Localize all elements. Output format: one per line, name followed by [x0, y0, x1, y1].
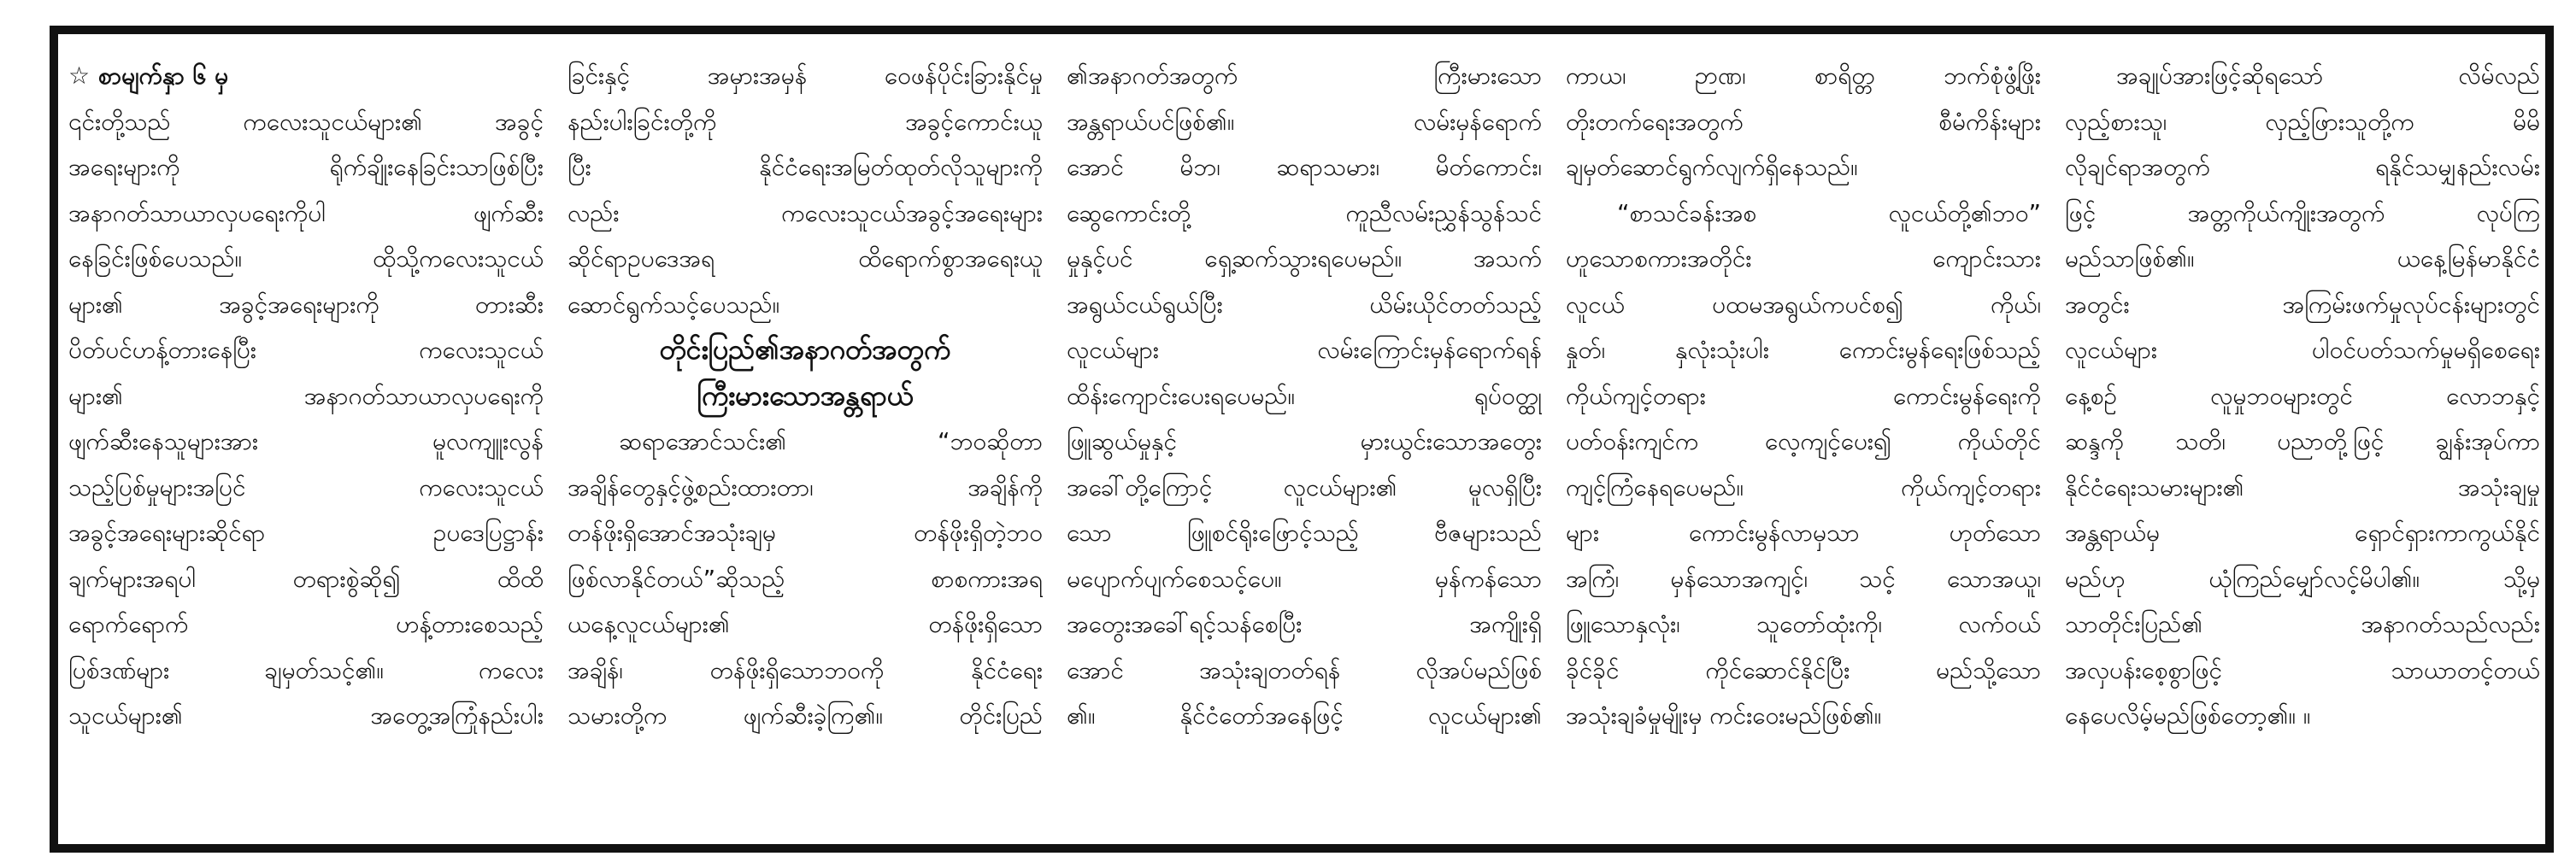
- text-line: အနာဂတ်သာယာလှပရေးကိုပါ ဖျက်ဆီး: [68, 198, 544, 227]
- text-line: အချိန်၊ တန်ဖိုးရှိသောဘဝကို နိုင်ငံရေး: [568, 655, 1043, 684]
- text-line: တိုးတက်ရေးအတွက် စီမံကိန်းများ: [1566, 107, 2041, 136]
- text-line: ဖြူသောနှလုံး၊ သူတော်ထုံးကို၊ လက်ဝယ်: [1566, 610, 2041, 638]
- text-column-2: [568, 53, 1043, 839]
- text-line: ခိုင်ခိုင် ကိုင်ဆောင်နိုင်ပြီး မည်သို့သော: [1566, 655, 2041, 684]
- text-line: ရောက်ရောက် ဟန့်တားစေသည့်: [68, 610, 544, 638]
- text-line: နေခြင်းဖြစ်ပေသည်။ ထိုသို့ကလေးသူငယ်: [68, 244, 544, 273]
- text-line: မည်ဟု ယုံကြည်မျှော်လင့်မိပါ၏။ သို့မှ: [2065, 564, 2540, 593]
- text-line: လူငယ် ပထမအရွယ်ကပင်စ၍ ကိုယ်၊: [1566, 290, 2041, 319]
- text-column-4: [1566, 53, 2041, 839]
- text-line: သူငယ်များ၏ အတွေ့အကြုံနည်းပါး: [68, 701, 544, 730]
- text-line: အခွင့်အရေးများဆိုင်ရာ ဥပဒေပြဋ္ဌာန်း: [68, 519, 544, 547]
- text-line: ဆရာအောင်သင်း၏ “ဘဝဆိုတာ: [619, 427, 1043, 455]
- text-line: ပတ်ဝန်းကျင်က လေ့ကျင့်ပေး၍ ကိုယ်တိုင်: [1566, 427, 2041, 455]
- text-line: လူငယ်များ လမ်းကြောင်းမှန်ရောက်ရန်: [1067, 336, 1542, 364]
- text-line: မှုနှင့်ပင် ရှေ့ဆက်သွားရပေမည်။ အသက်: [1067, 244, 1542, 273]
- text-line: သမားတို့က ဖျက်ဆီးခဲ့ကြ၏။ တိုင်းပြည်: [568, 701, 1043, 730]
- text-line: အလှပန်းစေ့စွာဖြင့် သာယာတင့်တယ်: [2065, 655, 2540, 684]
- text-line: ထိန်းကျောင်းပေးရပေမည်။ ရုပ်ဝတ္ထု: [1067, 381, 1542, 410]
- text-line: လိုချင်ရာအတွက် ရနိုင်သမျှနည်းလမ်း: [2065, 153, 2540, 181]
- text-line: “စာသင်ခန်းအစ လူငယ်တို့၏ဘဝ”: [1617, 198, 2041, 227]
- text-line: ပြီး နိုင်ငံရေးအမြတ်ထုတ်လိုသူများကို: [568, 153, 1043, 181]
- text-line: ချမှတ်ဆောင်ရွက်လျက်ရှိနေသည်။: [1566, 153, 1858, 181]
- text-line: ကာယ၊ ဉာဏ၊ စာရိတ္တ ဘက်စုံဖွံ့ဖြိုး: [1566, 62, 2041, 90]
- article-body: [68, 53, 2540, 839]
- text-line: အရွယ်ငယ်ရွယ်ပြီး ယိမ်းယိုင်တတ်သည့်: [1067, 290, 1542, 319]
- section-heading: ကြီးမားသောအန္တရာယ်: [697, 378, 914, 412]
- text-line: နေပေလိမ့်မည်ဖြစ်တော့၏။ ။: [2065, 701, 2311, 730]
- text-line: ၎င်းတို့သည် ကလေးသူငယ်များ၏ အခွင့်: [68, 107, 544, 136]
- text-line: လည်း ကလေးသူငယ်အခွင့်အရေးများ: [568, 198, 1043, 227]
- text-line: အတွေးအခေါ်ရင့်သန်စေပြီး အကျိုးရှိ: [1067, 610, 1542, 638]
- text-line: ကျင့်ကြံနေရပေမည်။ ကိုယ်ကျင့်တရား: [1566, 472, 2041, 501]
- text-line: ပိတ်ပင်ဟန့်တားနေပြီး ကလေးသူငယ်: [68, 336, 544, 364]
- text-line: အကြံ၊ မှန်သောအကျင့်၊ သင့် သောအယူ၊: [1566, 564, 2041, 593]
- text-line: ဟူသောစကားအတိုင်း ကျောင်းသား: [1566, 244, 2041, 273]
- text-line: အချိန်တွေနှင့်ဖွဲ့စည်းထားတာ၊ အချိန်ကို: [568, 472, 1043, 501]
- continuation-marker: ☆ စာမျက်နှာ ၆ မှ: [68, 62, 229, 90]
- text-line: အချုပ်အားဖြင့်ဆိုရသော် လိမ်လည်: [2116, 62, 2540, 90]
- text-line: ဆောင်ရွက်သင့်ပေသည်။: [568, 290, 780, 319]
- text-line: နိုင်ငံရေးသမားများ၏ အသုံးချမှု: [2065, 472, 2540, 501]
- text-line: ယနေ့လူငယ်များ၏ တန်ဖိုးရှိသော: [568, 610, 1043, 638]
- text-line: ကိုယ်ကျင့်တရား ကောင်းမွန်ရေးကို: [1566, 381, 2041, 410]
- text-line: လှည့်စားသူ၊ လှည့်ဖြားသူတို့က မိမိ: [2065, 107, 2540, 136]
- text-column-3: [1067, 53, 1542, 839]
- text-line: အတွင်း အကြမ်းဖက်မှုလုပ်ငန်းများတွင်: [2065, 290, 2540, 319]
- text-line: ဆွေကောင်းတို့ ကူညီလမ်းညွှန်သွန်သင်: [1067, 198, 1542, 227]
- text-line: နေ့စဉ် လူမှုဘဝများတွင် လောဘနှင့်: [2065, 381, 2540, 410]
- text-line: အန္တရာယ်ပင်ဖြစ်၏။ လမ်းမှန်ရောက်: [1067, 107, 1542, 136]
- text-line: ဆိုင်ရာဥပဒေအရ ထိရောက်စွာအရေးယူ: [568, 244, 1043, 273]
- text-column-5: [2065, 53, 2540, 839]
- text-line: ခြင်းနှင့် အမှားအမှန် ဝေဖန်ပိုင်းခြားနိုင်မှု: [568, 62, 1043, 90]
- text-line: တန်ဖိုးရှိအောင်အသုံးချမှ တန်ဖိုးရှိတဲ့ဘဝ: [568, 519, 1043, 547]
- text-line: အန္တရာယ်မှ ရှောင်ရှားကာကွယ်နိုင်: [2065, 519, 2540, 547]
- text-line: များ၏ အခွင့်အရေးများကို တားဆီး: [68, 290, 544, 319]
- text-line: ဆန္ဒကို သတိ၊ ပညာတို့ဖြင့် ချွန်းအုပ်ကာ: [2065, 427, 2540, 455]
- text-line: ဖြင့် အတ္တကိုယ်ကျိုးအတွက် လုပ်ကြ: [2065, 198, 2540, 227]
- text-line: သည့်ပြစ်မှုများအပြင် ကလေးသူငယ်: [68, 472, 544, 501]
- text-line: ၏အနာဂတ်အတွက် ကြီးမားသော: [1067, 62, 1542, 90]
- text-column-1: [68, 53, 544, 839]
- text-line: ဖျက်ဆီးနေသူများအား မူလကျူးလွန်: [68, 427, 544, 455]
- text-line: ပြစ်ဒဏ်များ ချမှတ်သင့်၏။ ကလေး: [68, 655, 544, 684]
- text-line: အောင် မိဘ၊ ဆရာသမား၊ မိတ်ကောင်း၊: [1067, 153, 1542, 181]
- text-line: မပျောက်ပျက်စေသင့်ပေ။ မှန်ကန်သော: [1067, 564, 1542, 593]
- text-line: များ၏ အနာဂတ်သာယာလှပရေးကို: [68, 381, 544, 410]
- text-line: ၏။ နိုင်ငံတော်အနေဖြင့် လူငယ်များ၏: [1067, 701, 1542, 730]
- section-heading: တိုင်းပြည်၏အနာဂတ်အတွက်: [659, 333, 951, 366]
- text-line: အခေါ်တို့ကြောင့် လူငယ်များ၏ မူလရှိပြီး: [1067, 472, 1542, 501]
- text-line: အသုံးချခံမှုမျိုးမှ ကင်းဝေးမည်ဖြစ်၏။: [1566, 701, 1882, 730]
- text-line: လူငယ်များ ပါဝင်ပတ်သက်မှုမရှိစေရေး: [2065, 336, 2540, 364]
- text-line: ဖြစ်လာနိုင်တယ်”ဆိုသည့် စာစကားအရ: [568, 564, 1043, 593]
- text-line: ချက်များအရပါ တရားစွဲဆို၍ ထိထိ: [68, 564, 544, 593]
- text-line: သာတိုင်းပြည်၏ အနာဂတ်သည်လည်း: [2065, 610, 2540, 638]
- text-line: သော ဖြူစင်ရိုးဖြောင့်သည့် ဗီဇများသည်: [1067, 519, 1542, 547]
- text-line: နည်းပါးခြင်းတို့ကို အခွင့်ကောင်းယူ: [568, 107, 1043, 136]
- text-line: အရေးများကို ရိုက်ချိုးနေခြင်းသာဖြစ်ပြီး: [68, 153, 544, 181]
- text-line: မည်သာဖြစ်၏။ ယနေ့မြန်မာနိုင်ငံ: [2065, 244, 2540, 273]
- text-line: ဖြူဆွယ်မှုနှင့် မှားယွင်းသောအတွေး: [1067, 427, 1542, 455]
- text-line: များ ကောင်းမွန်လာမှသာ ဟုတ်သော: [1566, 519, 2041, 547]
- text-line: နှုတ်၊ နှလုံးသုံးပါး ကောင်းမွန်ရေးဖြစ်သည့်: [1566, 336, 2041, 364]
- text-line: အောင် အသုံးချတတ်ရန် လိုအပ်မည်ဖြစ်: [1067, 655, 1542, 684]
